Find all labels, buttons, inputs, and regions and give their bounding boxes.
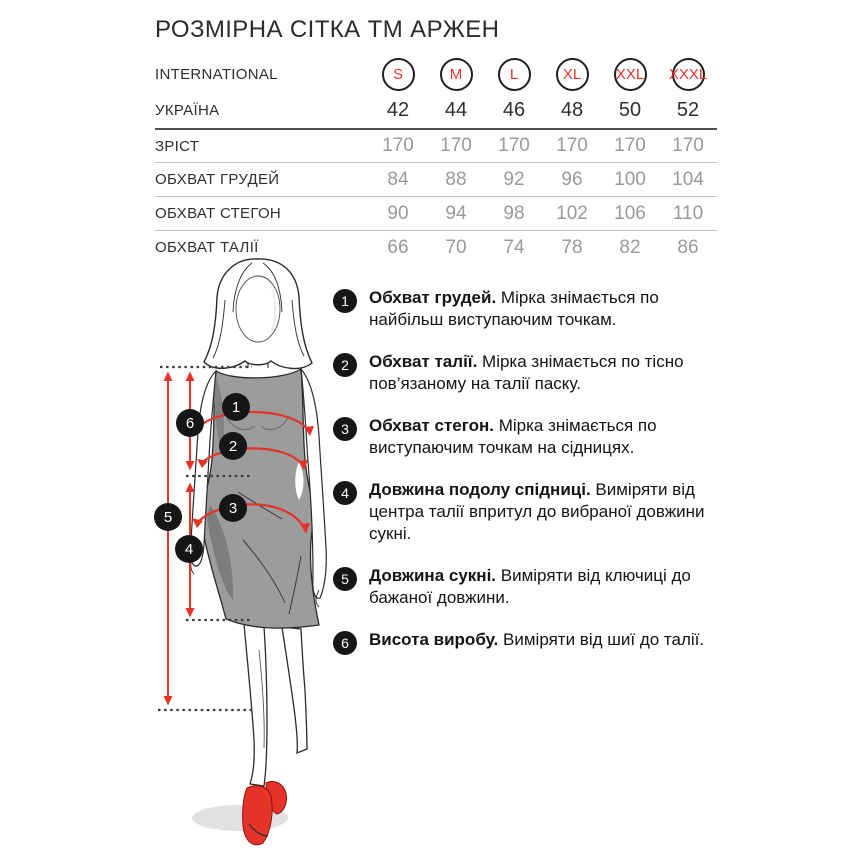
item-desc: Виміряти від ключиці до бажаної довжини. bbox=[369, 566, 691, 607]
item-text bbox=[369, 565, 714, 609]
item-text bbox=[369, 479, 714, 545]
row-label: ОБХВАТ СТЕГОН bbox=[155, 205, 282, 222]
table-row-hips bbox=[155, 196, 717, 230]
size-badge: XXL bbox=[614, 58, 647, 91]
item-number-badge: 1 bbox=[333, 289, 357, 313]
table-cell: 74 bbox=[503, 236, 525, 258]
item-term: Висота виробу. bbox=[369, 630, 499, 649]
table-cell: 66 bbox=[387, 236, 409, 258]
size-badge: L bbox=[498, 58, 531, 91]
international-row bbox=[155, 55, 717, 93]
item-term: Довжина сукні. bbox=[369, 566, 497, 585]
measurement-list bbox=[333, 287, 719, 675]
row-label: ОБХВАТ ТАЛІЇ bbox=[155, 239, 259, 256]
ukraine-size: 46 bbox=[502, 99, 526, 121]
figure-marker-1: 1 bbox=[222, 393, 250, 421]
size-badge-cell bbox=[369, 58, 427, 91]
table-cell: 102 bbox=[556, 202, 588, 224]
item-desc: Мірка знімається по найбільш виступаючим точкам. bbox=[369, 288, 659, 329]
ukraine-size: 42 bbox=[386, 99, 410, 121]
table-row-height bbox=[155, 128, 717, 162]
ukraine-size: 50 bbox=[618, 99, 642, 121]
legs bbox=[244, 624, 307, 786]
table-cell: 170 bbox=[498, 135, 530, 156]
item-term: Обхват стегон. bbox=[369, 416, 494, 435]
dress bbox=[202, 369, 319, 628]
size-badge: M bbox=[440, 58, 473, 91]
table-cell: 88 bbox=[445, 168, 467, 190]
ukraine-size: 48 bbox=[560, 99, 584, 121]
row-label: ОБХВАТ ГРУДЕЙ bbox=[155, 171, 280, 188]
figure-marker-5: 5 bbox=[154, 503, 182, 531]
table-cell: 82 bbox=[619, 236, 641, 258]
table-cell: 170 bbox=[440, 135, 472, 156]
list-item bbox=[333, 351, 719, 395]
size-badge-cell bbox=[485, 58, 543, 91]
table-cell: 170 bbox=[382, 135, 414, 156]
ukraine-size: 44 bbox=[444, 99, 468, 121]
table-cell: 94 bbox=[445, 202, 467, 224]
table-cell: 104 bbox=[672, 168, 704, 190]
list-item bbox=[333, 629, 719, 655]
ukraine-size: 52 bbox=[676, 99, 700, 121]
list-item bbox=[333, 565, 719, 609]
figure-marker-6: 6 bbox=[176, 409, 204, 437]
size-badge-cell bbox=[427, 58, 485, 91]
size-badge: XL bbox=[556, 58, 589, 91]
size-table bbox=[155, 55, 717, 264]
item-term: Обхват талії. bbox=[369, 352, 478, 371]
table-cell: 106 bbox=[614, 202, 646, 224]
table-cell: 90 bbox=[387, 202, 409, 224]
table-cell: 96 bbox=[561, 168, 583, 190]
size-badge-cell bbox=[601, 58, 659, 91]
figure-marker-3: 3 bbox=[219, 494, 247, 522]
item-text bbox=[369, 629, 714, 655]
item-text bbox=[369, 415, 714, 459]
row-label: ЗРІСТ bbox=[155, 137, 200, 155]
table-cell: 98 bbox=[503, 202, 525, 224]
table-cell: 86 bbox=[677, 236, 699, 258]
item-number-badge: 4 bbox=[333, 481, 357, 505]
item-term: Довжина подолу спідниці. bbox=[369, 480, 591, 499]
item-desc: Мірка знімається по виступаючим точкам на сідницях. bbox=[369, 416, 657, 457]
head bbox=[204, 259, 312, 369]
item-number-badge: 6 bbox=[333, 631, 357, 655]
list-item bbox=[333, 287, 719, 331]
item-desc: Виміряти від шиї до талії. bbox=[503, 630, 705, 649]
item-desc: Мірка знімається по тісно пов’язаному на талії паску. bbox=[369, 352, 684, 393]
item-number-badge: 5 bbox=[333, 567, 357, 591]
table-cell: 100 bbox=[614, 168, 646, 190]
ukraine-label: УКРАЇНА bbox=[155, 102, 220, 119]
size-badge: XXXL bbox=[672, 58, 705, 91]
figure-illustration bbox=[140, 253, 345, 850]
table-cell: 78 bbox=[561, 236, 583, 258]
table-cell: 84 bbox=[387, 168, 409, 190]
table-cell: 170 bbox=[614, 135, 646, 156]
table-cell: 170 bbox=[672, 135, 704, 156]
table-cell: 170 bbox=[556, 135, 588, 156]
item-number-badge: 3 bbox=[333, 417, 357, 441]
list-item bbox=[333, 415, 719, 459]
figure-marker-2: 2 bbox=[219, 432, 247, 460]
page-title: РОЗМІРНА СІТКА ТМ АРЖЕН bbox=[155, 16, 500, 43]
item-text bbox=[369, 287, 714, 331]
item-term: Обхват грудей. bbox=[369, 288, 497, 307]
ukraine-row bbox=[155, 93, 717, 128]
table-row-chest bbox=[155, 162, 717, 196]
shoes bbox=[243, 781, 287, 844]
international-label: INTERNATIONAL bbox=[155, 65, 278, 83]
item-desc: Виміряти від центра талії впритул до вибраної довжини сукні. bbox=[369, 480, 705, 543]
list-item bbox=[333, 479, 719, 545]
table-cell: 70 bbox=[445, 236, 467, 258]
figure-marker-4: 4 bbox=[175, 535, 203, 563]
size-badge-cell bbox=[659, 58, 717, 91]
item-number-badge: 2 bbox=[333, 353, 357, 377]
size-badge-cell bbox=[543, 58, 601, 91]
item-text bbox=[369, 351, 714, 395]
table-cell: 110 bbox=[672, 202, 704, 224]
table-cell: 92 bbox=[503, 168, 525, 190]
size-badge: S bbox=[382, 58, 415, 91]
